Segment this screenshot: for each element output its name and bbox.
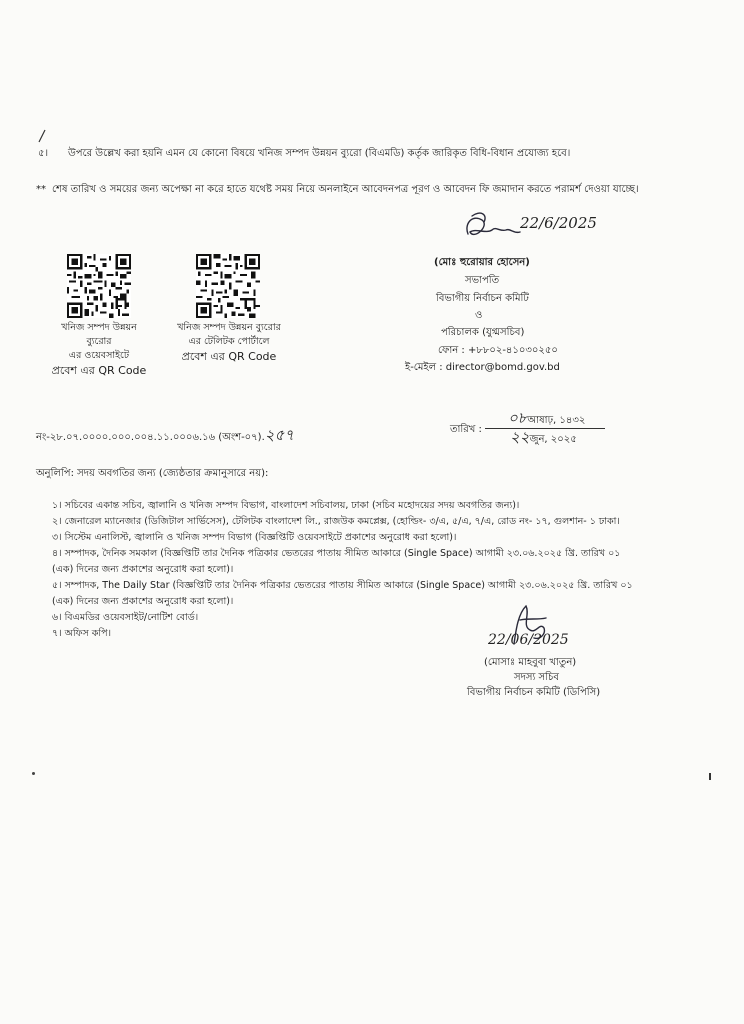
copy-item: ৩। সিস্টেম এনালিস্ট, জ্বালানি ও খনিজ সম্পদ বিভাগ (বিজ্ঞপ্তিটি ওয়েবসাইটে প্রকাশের অনুরোধ করা হলো)। bbox=[52, 532, 457, 543]
copy-item: ৫। সম্পাদক, The Daily Star (বিজ্ঞপ্তিটি তার দৈনিক পত্রিকার ভেতরের পাতায় সীমিত আকারে (Single Space) আগামী ২৩.০৬.২০২৫ খ্রি. তারিখ ০১ bbox=[52, 580, 633, 591]
qr-website-label: খনিজ সম্পদ উন্নয়ন ব্যুরোর এর ওয়েবসাইটে প্রবেশ এর QR Code bbox=[51, 322, 147, 377]
star-note-text: শেষ তারিখ ও সময়ের জন্য অপেক্ষা না করে হাতে যথেষ্ট সময় নিয়ে অনলাইনে আবেদনপত্র পূরণ ও আবেদন ফি জমাদান করতে পরামর্শ দেওয়া যাচ্ছে। bbox=[52, 184, 639, 195]
copy-item: ৭। অফিস কপি। bbox=[52, 628, 111, 639]
handwritten-date-chairman: 22/6/2025 bbox=[520, 214, 597, 232]
pen-mark-icon bbox=[36, 128, 48, 144]
note-5-number: ৫। bbox=[38, 148, 49, 159]
copies-heading: অনুলিপি: সদয় অবগতির জন্য (জ্যেষ্ঠতার ক্রমানুসারে নয়): bbox=[36, 468, 269, 479]
member-secretary-committee: বিভাগীয় নির্বাচন কমিটি (ডিপিসি) bbox=[467, 687, 601, 698]
date-bangla: ০৮আষাঢ়, ১৪৩২ bbox=[508, 409, 586, 427]
qr-code-website bbox=[67, 254, 131, 318]
note-5-text: উপরে উল্লেখ করা হয়নি এমন যে কোনো বিষয়ে খনিজ সম্পদ উন্নয়ন ব্যুরো (বিএমডি) কর্তৃক জারিকৃত বিধি-বিধান প্রযোজ্য হবে। bbox=[68, 148, 571, 159]
member-secretary-name: (মোসাঃ মাহবুবা খাতুন) bbox=[484, 657, 577, 668]
copy-item: ৪। সম্পাদক, দৈনিক সমকাল (বিজ্ঞপ্তিটি তার দৈনিক পত্রিকার ভেতরের পাতায় সীমিত আকারে (Single Space) আগামী ২৩.০৬.২০২৫ খ্রি. তারিখ ০১ bbox=[52, 548, 621, 559]
chairman-and: ও bbox=[475, 310, 483, 321]
memo-number: নং-২৮.০৭.০০০০.০০০.০০৪.১১.০০০৬.১৬ (অংশ-০৭).২৫৭ bbox=[36, 426, 295, 444]
copy-item-cont: (এক) দিনের জন্য প্রকাশের অনুরোধ করা হলো)। bbox=[52, 596, 234, 607]
star-mark: ** bbox=[36, 184, 46, 195]
chairman-email: ই-মেইল : director@bomd.gov.bd bbox=[405, 362, 560, 373]
copy-item: ৬। বিএমডির ওয়েবসাইট/নোটিশ বোর্ড। bbox=[52, 612, 199, 623]
chairman-role: সভাপতি bbox=[465, 275, 500, 286]
chairman-designation: পরিচালক (যুগ্মসচিব) bbox=[441, 327, 525, 338]
stray-dot bbox=[32, 772, 35, 775]
date-label: তারিখ : bbox=[450, 424, 482, 435]
qr-code-teletalk bbox=[196, 254, 260, 318]
member-secretary-role: সদস্য সচিব bbox=[514, 672, 559, 683]
chairman-name: (মোঃ হুরোয়ার হোসেন) bbox=[434, 257, 530, 268]
handwritten-date-member-secretary: 22/06/2025 bbox=[488, 632, 569, 648]
stray-mark bbox=[709, 773, 711, 780]
chairman-phone: ফোন : +৮৮০২-৪১০৩০২৫০ bbox=[438, 345, 558, 356]
copy-item-cont: (এক) দিনের জন্য প্রকাশের অনুরোধ করা হলো)। bbox=[52, 564, 234, 575]
copy-item: ১। সচিবের একান্ত সচিব, জ্বালানি ও খনিজ সম্পদ বিভাগ, বাংলাদেশ সচিবালয়, ঢাকা (সচিব মহোদয়ের সদয় অবগতির জন্য)। bbox=[52, 500, 520, 511]
date-gregorian: ২২জুন, ২০২৫ bbox=[510, 428, 577, 446]
qr-teletalk-label: খনিজ সম্পদ উন্নয়ন ব্যুরোর এর টেলিটক পোর্টালে প্রবেশ এর QR Code bbox=[177, 322, 281, 363]
copy-item: ২। জেনারেল ম্যানেজার (ডিজিটাল সার্ভিসেস), টেলিটক বাংলাদেশ লি., রাজউক কমপ্লেক্স, (হোল্ডিং- ৩/এ, ৫/এ, ৭/এ, রোড নং- ১৭, গুলশান- ১ ঢাকা। bbox=[52, 516, 620, 527]
chairman-committee: বিভাগীয় নির্বাচন কমিটি bbox=[436, 293, 529, 304]
date-divider bbox=[485, 428, 605, 429]
